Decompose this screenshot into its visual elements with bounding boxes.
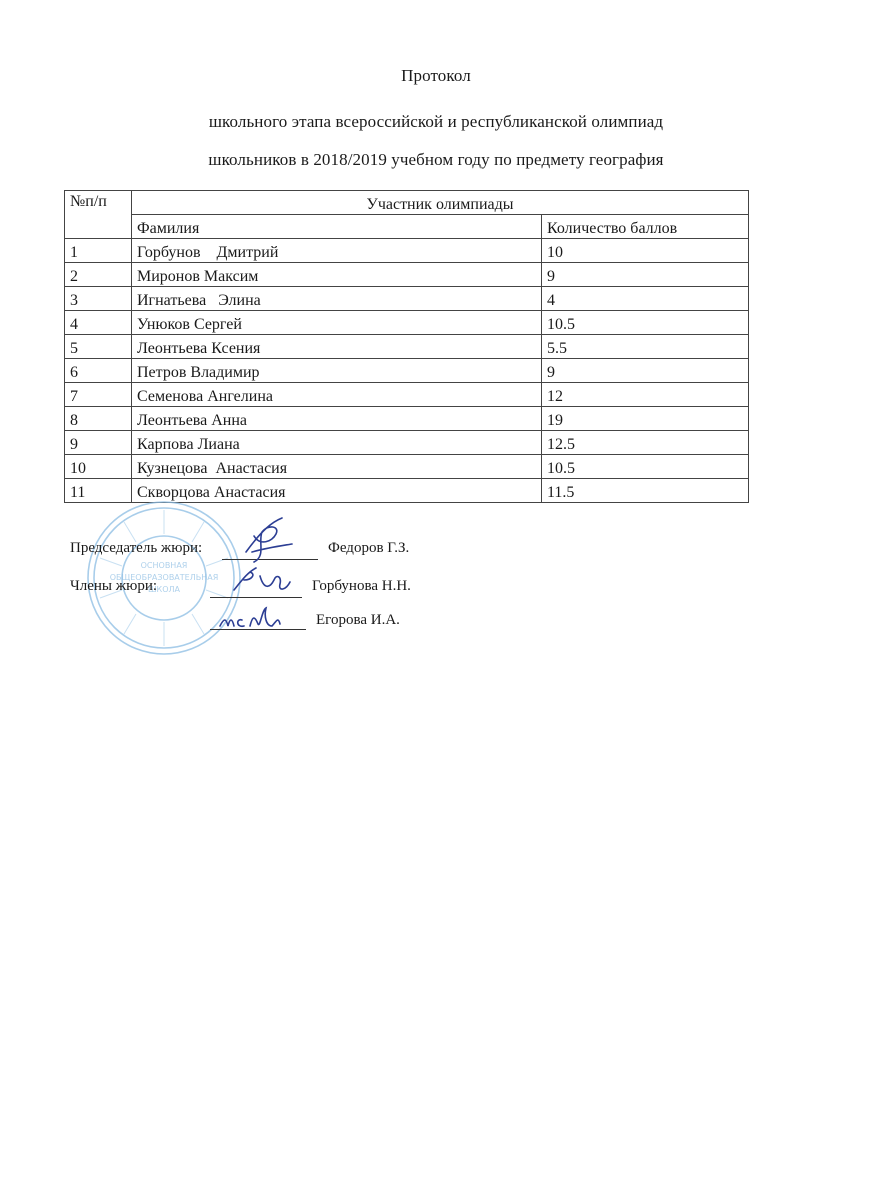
row-participant-name: Петров Владимир xyxy=(132,359,542,383)
table-row xyxy=(65,383,749,407)
row-participant-name: Кузнецова Анастасия xyxy=(132,455,542,479)
row-participant-name: Игнатьева Элина xyxy=(132,287,542,311)
row-number: 9 xyxy=(65,431,132,455)
row-participant-name: Горбунов Дмитрий xyxy=(132,239,542,263)
table-subheader-row xyxy=(65,215,749,239)
header-number: №п/п xyxy=(65,191,132,239)
results-table xyxy=(64,190,749,503)
table-row xyxy=(65,359,749,383)
table-row xyxy=(65,287,749,311)
table-row xyxy=(65,407,749,431)
stamp-text-2: ОБЩЕОБРАЗОВАТЕЛЬНАЯ xyxy=(109,573,219,582)
table-row xyxy=(65,455,749,479)
member1-signature xyxy=(226,560,296,600)
header-participant: Участник олимпиады xyxy=(132,191,749,215)
row-participant-name: Миронов Максим xyxy=(132,263,542,287)
row-number: 1 xyxy=(65,239,132,263)
row-participant-name: Карпова Лиана xyxy=(132,431,542,455)
row-score: 10 xyxy=(542,239,749,263)
document-subtitle-line-1: школьного этапа всероссийской и республиканской олимпиад xyxy=(208,112,664,131)
chair-signature xyxy=(232,512,302,564)
row-number: 6 xyxy=(65,359,132,383)
table-row xyxy=(65,239,749,263)
header-score: Количество баллов xyxy=(542,215,749,239)
row-participant-name: Леонтьева Ксения xyxy=(132,335,542,359)
member2-name: Егорова И.А. xyxy=(316,612,400,628)
row-participant-name: Унюков Сергей xyxy=(132,311,542,335)
row-score: 5.5 xyxy=(542,335,749,359)
row-number: 8 xyxy=(65,407,132,431)
table-header-row xyxy=(65,191,749,215)
row-score: 12 xyxy=(542,383,749,407)
row-number: 10 xyxy=(65,455,132,479)
chair-label: Председатель жюри: xyxy=(70,540,203,556)
row-participant-name: Семенова Ангелина xyxy=(132,383,542,407)
row-score: 12.5 xyxy=(542,431,749,455)
row-number: 11 xyxy=(65,479,132,503)
row-score: 10.5 xyxy=(542,311,749,335)
member2-signature xyxy=(216,602,296,634)
table-row xyxy=(65,263,749,287)
chair-name: Федоров Г.З. xyxy=(328,540,410,556)
row-score: 4 xyxy=(542,287,749,311)
stamp-text-1: ОСНОВНАЯ xyxy=(140,561,188,570)
row-number: 4 xyxy=(65,311,132,335)
row-number: 2 xyxy=(65,263,132,287)
row-score: 19 xyxy=(542,407,749,431)
row-score: 11.5 xyxy=(542,479,749,503)
row-number: 5 xyxy=(65,335,132,359)
header-surname: Фамилия xyxy=(132,215,542,239)
document-subtitle-line-2: школьников в 2018/2019 учебном году по предмету география xyxy=(208,150,664,169)
member1-name: Горбунова Н.Н. xyxy=(312,578,411,594)
stamp-text-3: ШКОЛА xyxy=(147,585,181,594)
row-number: 3 xyxy=(65,287,132,311)
row-score: 10.5 xyxy=(542,455,749,479)
row-number: 7 xyxy=(65,383,132,407)
table-row xyxy=(65,335,749,359)
table-row xyxy=(65,431,749,455)
members-label: Члены жюри: xyxy=(70,578,158,594)
row-score: 9 xyxy=(542,359,749,383)
document-title: Протокол xyxy=(401,66,471,85)
row-score: 9 xyxy=(542,263,749,287)
row-participant-name: Леонтьева Анна xyxy=(132,407,542,431)
row-participant-name: Скворцова Анастасия xyxy=(132,479,542,503)
table-row xyxy=(65,311,749,335)
